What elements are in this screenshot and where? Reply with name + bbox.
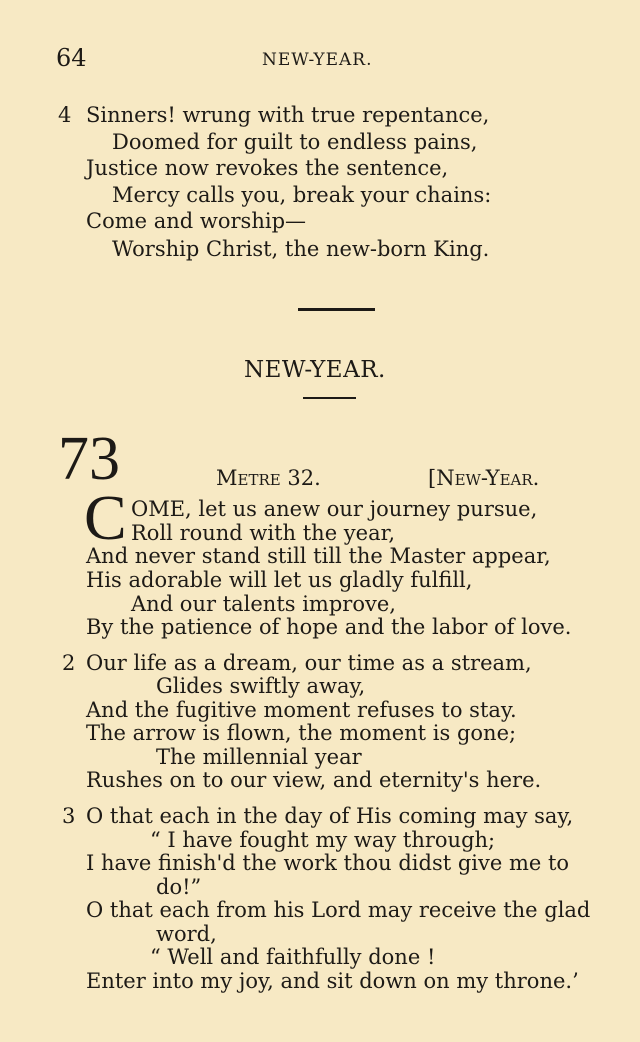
verse-line: The arrow is flown, the moment is gone; [86, 721, 517, 745]
verse-line: O that each from his Lord may receive the glad [86, 898, 591, 922]
stanza-number: 3 [62, 804, 76, 828]
verse-line: Mercy calls you, break your chains: [112, 183, 492, 207]
verse-line: And our talents improve, [131, 592, 396, 616]
verse-line: Enter into my joy, and sit down on my throne.’ [86, 969, 579, 993]
verse-line: Roll round with the year, [131, 521, 396, 545]
verse-line: O that each in the day of His coming may say, [86, 804, 574, 828]
verse-line: Doomed for guilt to endless pains, [112, 130, 478, 154]
verse-line: And the fugitive moment refuses to stay. [86, 698, 517, 722]
verse-line: OME, let us anew our journey pursue, [131, 497, 538, 521]
tune-name: [New-Year. [428, 466, 540, 490]
verse-line: His adorable will let us gladly fulfill, [86, 568, 473, 592]
verse-line: “ Well and faithfully done ! [150, 945, 436, 969]
verse-line: Justice now revokes the sentence, [86, 156, 449, 180]
verse-line: And never stand still till the Master appear, [86, 544, 551, 568]
section-title: NEW-YEAR. [244, 357, 386, 383]
verse-line: word, [156, 922, 217, 946]
verse-line: Sinners! wrung with true repentance, [86, 103, 490, 127]
verse-line: I have finish'd the work thou didst give me to [86, 851, 570, 875]
verse-line: do!” [156, 875, 202, 899]
verse-line: By the patience of hope and the labor of love. [86, 615, 572, 639]
divider-rule [298, 308, 375, 311]
verse-line: The millennial year [156, 745, 362, 769]
page-number: 64 [56, 44, 87, 72]
stanza-number: 4 [58, 103, 72, 127]
verse-line: Worship Christ, the new-born King. [112, 237, 490, 261]
verse-line: Our life as a dream, our time as a stream, [86, 651, 532, 675]
metre-label: Metre 32. [216, 466, 321, 490]
verse-line: “ I have fought my way through; [150, 828, 496, 852]
verse-line: Glides swiftly away, [156, 674, 366, 698]
drop-cap: C [84, 482, 127, 553]
verse-line: Rushes on to our view, and eternity's here. [86, 768, 542, 792]
divider-rule-small [303, 397, 356, 399]
hymn-number: 73 [58, 425, 120, 493]
verse-line: Come and worship— [86, 209, 307, 233]
stanza-number: 2 [62, 651, 76, 675]
running-title: NEW-YEAR. [262, 50, 373, 70]
